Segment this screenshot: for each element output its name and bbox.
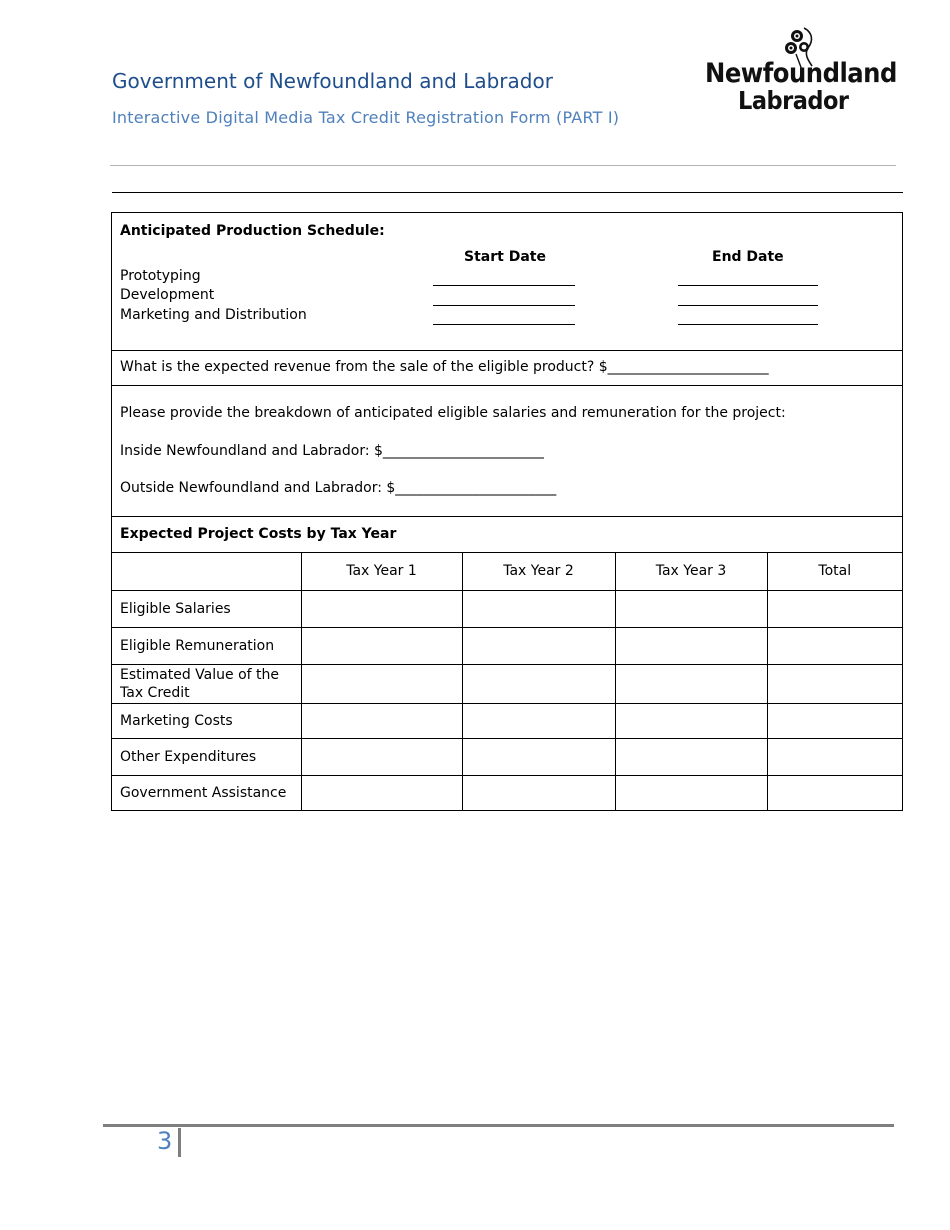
prototyping-start-date-field[interactable] [433,285,575,286]
section-divider [112,192,903,193]
costs-table [112,553,902,810]
revenue-question[interactable]: What is the expected revenue from the sale of the eligible product? $_______________________ [120,359,769,375]
page-number: 3 [157,1127,173,1155]
table-row [112,627,902,664]
footer-bar [178,1128,181,1157]
input-cell[interactable] [615,703,767,738]
input-cell[interactable] [301,738,462,775]
row-label: Eligible Salaries [112,590,301,627]
salaries-section [112,386,902,517]
prototyping-end-date-field[interactable] [678,285,818,286]
development-start-date-field[interactable] [433,305,575,306]
input-cell[interactable] [301,627,462,664]
column-header: Tax Year 3 [615,553,767,590]
inside-nl-salaries-field[interactable]: Inside Newfoundland and Labrador: $_______________________ [120,443,544,459]
input-cell[interactable] [301,664,462,703]
marketing-end-date-field[interactable] [678,324,818,325]
outside-nl-salaries-field[interactable]: Outside Newfoundland and Labrador: $_______________________ [120,480,557,496]
schedule-row-label: Marketing and Distribution [120,307,307,323]
row-label: Government Assistance [112,775,301,810]
revenue-section [112,351,902,386]
column-header: Total [767,553,902,590]
input-cell[interactable] [767,703,902,738]
form-subtitle: Interactive Digital Media Tax Credit Registration Form (PART I) [112,108,620,127]
input-cell[interactable] [462,775,615,810]
row-label: Marketing Costs [112,703,301,738]
row-label: Other Expenditures [112,738,301,775]
input-cell[interactable] [615,627,767,664]
costs-table-section [112,553,902,810]
input-cell[interactable] [615,775,767,810]
costs-title-row [112,517,902,553]
input-cell[interactable] [767,627,902,664]
costs-header-row [112,553,902,590]
form-frame [111,212,903,811]
input-cell[interactable] [462,627,615,664]
input-cell[interactable] [615,590,767,627]
row-label: Estimated Value of the Tax Credit [112,664,301,703]
input-cell[interactable] [462,738,615,775]
input-cell[interactable] [301,590,462,627]
nl-logo [700,26,897,118]
row-label: Eligible Remuneration [112,627,301,664]
development-end-date-field[interactable] [678,305,818,306]
table-row [112,664,902,703]
logo-newfoundland: Newfoundland [705,58,897,89]
salaries-prompt: Please provide the breakdown of anticipated eligible salaries and remuneration for the project: [120,405,786,421]
schedule-title: Anticipated Production Schedule: [120,223,385,239]
column-header: Tax Year 1 [301,553,462,590]
schedule-row-label: Prototyping [120,268,201,284]
input-cell[interactable] [767,590,902,627]
input-cell[interactable] [462,664,615,703]
table-row [112,775,902,810]
input-cell[interactable] [615,664,767,703]
empty-corner-cell [112,553,301,590]
table-row [112,738,902,775]
production-schedule-section [112,213,902,351]
input-cell[interactable] [301,703,462,738]
table-row [112,703,902,738]
table-row [112,590,902,627]
costs-title: Expected Project Costs by Tax Year [120,526,397,542]
input-cell[interactable] [767,664,902,703]
footer-rule [103,1124,894,1127]
marketing-start-date-field[interactable] [433,324,575,325]
end-date-header: End Date [712,249,784,265]
page-title: Government of Newfoundland and Labrador [112,69,553,93]
input-cell[interactable] [462,703,615,738]
start-date-header: Start Date [464,249,546,265]
input-cell[interactable] [767,775,902,810]
schedule-row-label: Development [120,287,215,303]
logo-labrador: Labrador [738,86,849,115]
column-header: Tax Year 2 [462,553,615,590]
input-cell[interactable] [462,590,615,627]
input-cell[interactable] [615,738,767,775]
input-cell[interactable] [767,738,902,775]
input-cell[interactable] [301,775,462,810]
header-divider [110,165,896,166]
